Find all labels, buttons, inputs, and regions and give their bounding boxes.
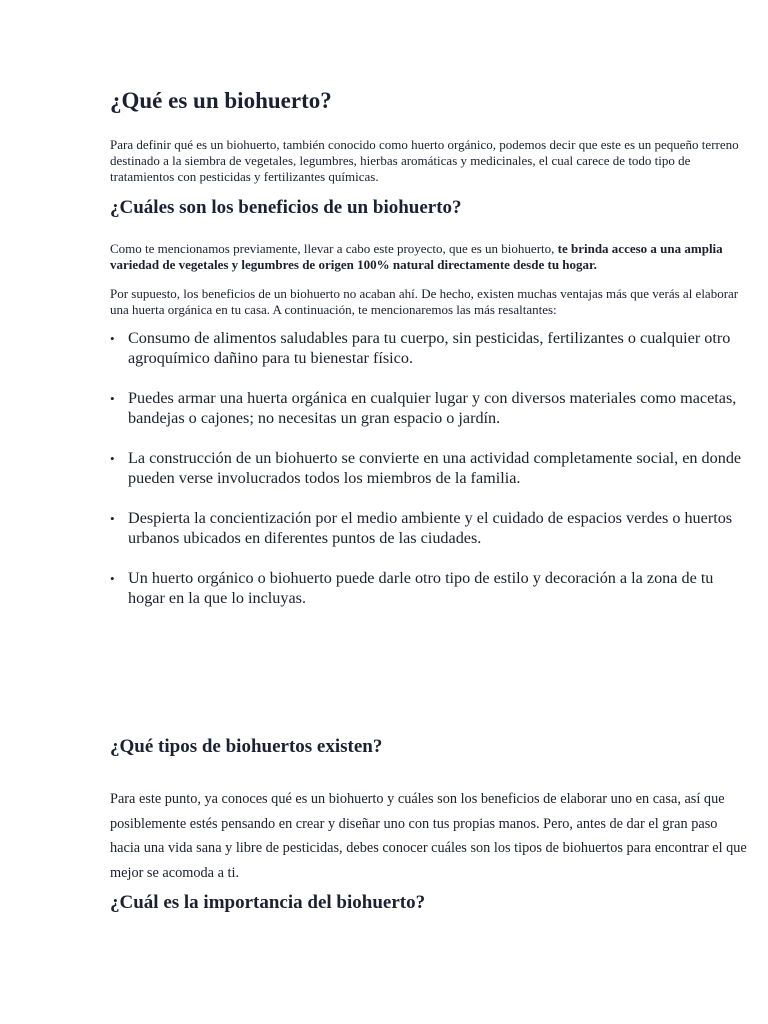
list-item [110, 509, 750, 548]
benefits-heading: ¿Cuáles son los beneficios de un biohuerto? [110, 197, 462, 218]
list-item-text: La construcción de un biohuerto se convierte en una actividad completamente social, en donde pueden verse involucrados todos los miembros de la familia. [128, 449, 742, 487]
page-title: ¿Qué es un biohuerto? [110, 88, 332, 113]
types-paragraph: Para este punto, ya conoces qué es un biohuerto y cuáles son los beneficios de elaborar uno en casa, así que posiblemente estés pensando en crear y diseñar uno con tus propias manos. Pero, antes de dar el gran paso hacia una vida sana y libre de pesticidas, debes conocer cuáles son los tipos de biohuertos para encontrar el que mejor se acomoda a ti. [110, 791, 747, 881]
benefits-followup-paragraph: Por supuesto, los beneficios de un biohuerto no acaban ahí. De hecho, existen muchas ventajas más que verás al elaborar una huerta orgánica en tu casa. A continuación, te mencionaremos las más resaltantes: [110, 286, 739, 317]
bullet-icon: • [110, 451, 115, 466]
list-item [110, 569, 750, 608]
intro-paragraph: Para definir qué es un biohuerto, también conocido como huerto orgánico, podemos decir que este es un pequeño terreno destinado a la siembra de vegetales, legumbres, hierbas aromáticas y medicinales, el cual carece de todo tipo de tratamientos con pesticidas y fertilizantes químicas. [110, 137, 739, 184]
list-item [110, 329, 750, 368]
list-item [110, 389, 750, 428]
list-item-text: Despierta la concientización por el medio ambiente y el cuidado de espacios verdes o huertos urbanos ubicados en diferentes puntos de las ciudades. [128, 509, 733, 547]
list-item-text: Puedes armar una huerta orgánica en cualquier lugar y con diversos materiales como macetas, bandejas o cajones; no necesitas un gran espacio o jardín. [128, 389, 737, 427]
bullet-icon: • [110, 511, 115, 526]
benefits-lead-plain: Como te mencionamos previamente, llevar a cabo este proyecto, que es un biohuerto, [110, 241, 558, 256]
benefits-lead-paragraph [110, 241, 740, 273]
benefits-lead-bold: te brinda acceso a una amplia variedad de vegetales y legumbres de origen 100% natural directamente desde tu hogar. [110, 241, 723, 272]
list-item-text: Un huerto orgánico o biohuerto puede darle otro tipo de estilo y decoración a la zona de tu hogar en la que lo incluyas. [128, 569, 714, 607]
bullet-icon: • [110, 331, 115, 346]
bullet-icon: • [110, 391, 115, 406]
importance-heading: ¿Cuál es la importancia del biohuerto? [110, 892, 426, 913]
types-heading: ¿Qué tipos de biohuertos existen? [110, 736, 383, 757]
bullet-icon: • [110, 571, 115, 586]
list-item [110, 449, 750, 488]
benefits-list [110, 329, 750, 629]
list-item-text: Consumo de alimentos saludables para tu cuerpo, sin pesticidas, fertilizantes o cualquier otro agroquímico dañino para tu bienestar físico. [128, 329, 731, 367]
